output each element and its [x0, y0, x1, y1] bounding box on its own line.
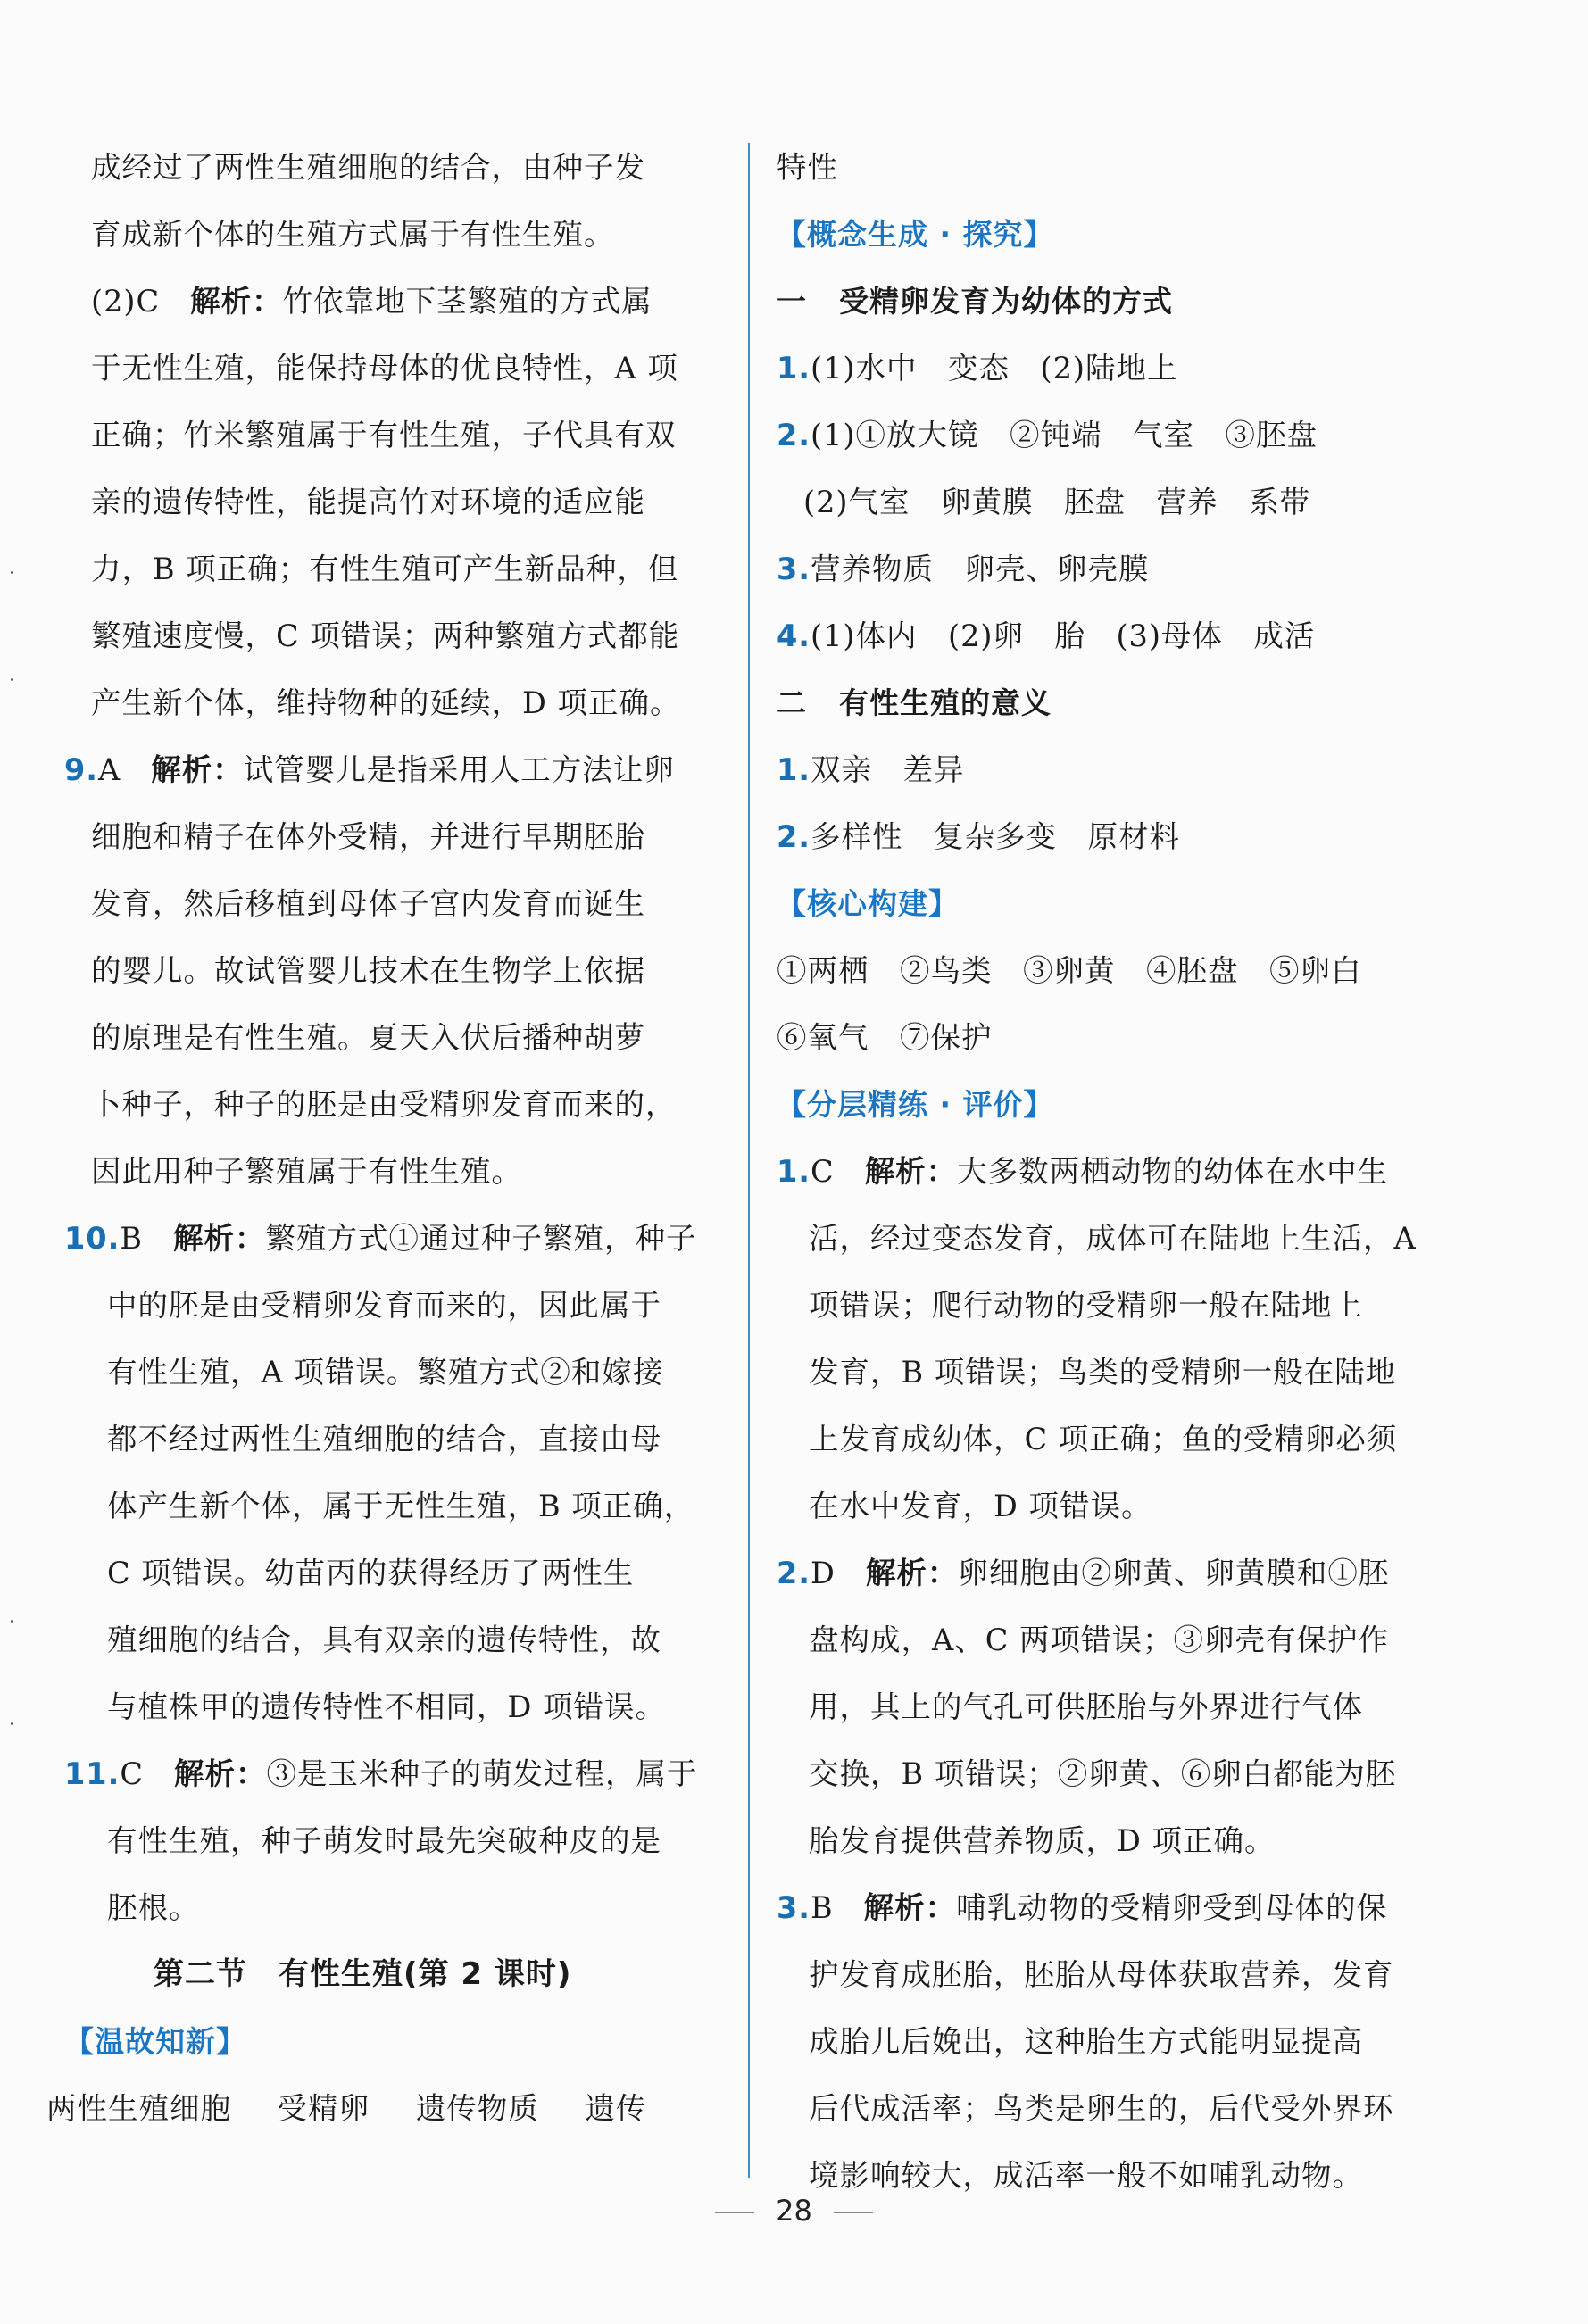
item-text: (1)体内 (2)卵 胎 (3)母体 成活	[811, 618, 1316, 653]
answer-q11	[64, 1740, 720, 1807]
page-footer	[0, 2194, 1588, 2228]
answer-q10	[64, 1205, 720, 1272]
margin-dot	[11, 1620, 13, 1623]
left-column	[46, 134, 720, 2142]
text-line: 繁殖方式①通过种子繁殖，种子	[265, 1221, 697, 1256]
page-number: 28	[776, 2194, 812, 2228]
text-line: 产生新个体，维持物种的延续，D 项正确。	[91, 685, 681, 720]
text-line: 成胎儿后娩出，这种胎生方式能明显提高	[809, 2024, 1363, 2059]
text-line: 项错误；爬行动物的受精卵一般在陆地上	[809, 1288, 1363, 1323]
text-line: 用，其上的气孔可供胚胎与外界进行气体	[809, 1689, 1363, 1724]
answer-choice: D	[811, 1556, 836, 1590]
text-line: 卵细胞由②卵黄、卵黄膜和①胚	[958, 1556, 1390, 1590]
section-heading-2	[777, 669, 1437, 736]
text-line: 发育，B 项错误；鸟类的受精卵一般在陆地	[809, 1355, 1397, 1390]
jiexi-label: 解析：	[865, 1556, 959, 1590]
text-line: ③是玉米种子的萌发过程，属于	[266, 1756, 698, 1791]
item-number: 4.	[777, 618, 811, 653]
text-line: 力，B 项正确；有性生殖可产生新品种，但	[91, 552, 679, 586]
jiexi-label: 解析：	[174, 1756, 267, 1791]
review-term: 两性生殖细胞	[46, 2091, 231, 2126]
text-line: 哺乳动物的受精卵受到母体的保	[956, 1890, 1388, 1925]
list-item	[777, 736, 1437, 803]
jiexi-label: 解析：	[172, 1221, 266, 1256]
text-line: 盘构成，A、C 两项错误；③卵壳有保护作	[809, 1623, 1389, 1657]
text-line: 护发育成胚胎，胚胎从母体获取营养，发育	[809, 1957, 1394, 1992]
text-line: 竹依靠地下茎繁殖的方式属	[282, 284, 653, 319]
text-line: 胚根。	[107, 1890, 200, 1925]
list-item	[777, 602, 1437, 669]
question-number: 2.	[777, 1556, 811, 1590]
jiexi-label: 解析：	[190, 284, 283, 319]
list-item	[777, 535, 1437, 602]
text-line: 活，经过变态发育，成体可在陆地上生活，A	[809, 1221, 1417, 1256]
text-line: 正确；竹米繁殖属于有性生殖，子代具有双	[91, 418, 677, 452]
list-item	[777, 402, 1437, 469]
item-text: (2)气室 卵黄膜 胚盘 营养 系带	[803, 485, 1310, 519]
text-line: 发育，然后移植到母体子宫内发育而诞生	[91, 886, 645, 921]
section-title: 第二节 有性生殖(第 2 课时)	[154, 1956, 572, 1992]
question-number: 1.	[777, 1154, 811, 1189]
text-line: 胎发育提供营养物质，D 项正确。	[809, 1823, 1276, 1858]
tag-practice: 【分层精练 · 评价】	[777, 1087, 1054, 1122]
text-line: 因此用种子繁殖属于有性生殖。	[91, 1154, 522, 1189]
section-number: 二	[777, 685, 807, 720]
answer-p3	[777, 1874, 1437, 1941]
answer-choice: C	[811, 1154, 835, 1189]
text-line: 大多数两栖动物的幼体在水中生	[957, 1154, 1389, 1189]
section-number: 一	[777, 284, 807, 319]
answer-p1	[777, 1138, 1437, 1205]
text-line: 试管婴儿是指采用人工方法让卵	[243, 752, 675, 787]
text-line: 有性生殖，种子萌发时最先突破种皮的是	[107, 1823, 661, 1858]
item-text: (1)水中 变态 (2)陆地上	[811, 351, 1178, 386]
item-text: 营养物质 卵壳、卵壳膜	[811, 552, 1150, 586]
review-term: 遗传	[585, 2091, 647, 2126]
text-line: 境影响较大，成活率一般不如哺乳动物。	[809, 2158, 1363, 2193]
margin-dot	[11, 1722, 13, 1725]
jiexi-label: 解析：	[151, 752, 244, 787]
right-column	[777, 134, 1437, 2209]
text-line: 都不经过两性生殖细胞的结合，直接由母	[107, 1422, 661, 1457]
jiexi-label: 解析：	[864, 1154, 958, 1189]
text-line: C 项错误。幼苗丙的获得经历了两性生	[107, 1556, 635, 1590]
text-line: 特性	[777, 150, 838, 185]
margin-dot	[11, 678, 13, 681]
text-line: 交换，B 项错误；②卵黄、⑥卵白都能为胚	[809, 1756, 1397, 1791]
jiexi-label: 解析：	[863, 1890, 957, 1925]
text-line: 在水中发育，D 项错误。	[809, 1489, 1152, 1523]
text-line: ①两栖 ②鸟类 ③卵黄 ④胚盘 ⑤卵白	[777, 953, 1362, 988]
text-line: 殖细胞的结合，具有双亲的遗传特性，故	[107, 1623, 661, 1657]
answer-q8-2	[64, 268, 720, 335]
item-text: 多样性 复杂多变 原材料	[811, 819, 1181, 854]
text-line: 成经过了两性生殖细胞的结合，由种子发	[91, 150, 645, 185]
answer-choice: B	[120, 1221, 143, 1256]
text-line: 上发育成幼体，C 项正确；鱼的受精卵必须	[809, 1422, 1398, 1457]
footer-rule	[715, 2212, 754, 2213]
tag-core: 【核心构建】	[777, 886, 959, 921]
item-text: 双亲 差异	[811, 752, 965, 787]
list-item	[777, 469, 1437, 535]
text-line: 后代成活率；鸟类是卵生的，后代受外界环	[809, 2091, 1394, 2126]
text-line: 繁殖速度慢，C 项错误；两种繁殖方式都能	[91, 618, 680, 653]
text-line: 中的胚是由受精卵发育而来的，因此属于	[107, 1288, 661, 1323]
column-divider	[748, 143, 750, 2178]
review-terms	[46, 2075, 720, 2142]
text-line: 育成新个体的生殖方式属于有性生殖。	[91, 217, 615, 252]
text-line: 细胞和精子在体外受精，并进行早期胚胎	[91, 819, 645, 854]
text-line: 有性生殖，A 项错误。繁殖方式②和嫁接	[107, 1355, 664, 1390]
text-line: ⑥氧气 ⑦保护	[777, 1020, 993, 1055]
item-number: 2.	[777, 819, 811, 854]
section-heading-1	[777, 268, 1437, 335]
text-line: 卜种子，种子的胚是由受精卵发育而来的，	[91, 1087, 677, 1122]
list-item	[777, 335, 1437, 402]
item-number: 2.	[777, 418, 811, 452]
tag-review: 【温故知新】	[64, 2024, 246, 2059]
item-text: (1)①放大镜 ②钝端 气室 ③胚盘	[811, 418, 1318, 452]
item-number: 1.	[777, 351, 811, 386]
text-line: 亲的遗传特性，能提高竹对环境的适应能	[91, 485, 645, 519]
question-number: 3.	[777, 1890, 811, 1925]
answer-choice: C	[120, 1756, 144, 1791]
answer-q9	[64, 736, 720, 803]
text-line: 体产生新个体，属于无性生殖，B 项正确，	[107, 1489, 695, 1523]
question-number: 10.	[64, 1221, 121, 1256]
section-heading-text: 受精卵发育为幼体的方式	[839, 284, 1173, 319]
text-line: 的原理是有性生殖。夏天入伏后播种胡萝	[91, 1020, 645, 1055]
answer-p2	[777, 1540, 1437, 1606]
answer-choice: B	[811, 1890, 834, 1925]
tag-concept: 【概念生成 · 探究】	[777, 217, 1054, 252]
review-term: 遗传物质	[415, 2091, 539, 2126]
section-heading-text: 有性生殖的意义	[839, 685, 1052, 720]
text-line: 与植株甲的遗传特性不相同，D 项错误。	[107, 1689, 667, 1724]
footer-rule	[834, 2212, 873, 2213]
text-line: 的婴儿。故试管婴儿技术在生物学上依据	[91, 953, 645, 988]
review-term: 受精卵	[277, 2091, 370, 2126]
question-number: 11.	[64, 1756, 121, 1791]
answer-number: (2)C	[91, 284, 161, 319]
margin-dot	[11, 571, 13, 574]
answer-choice: A	[98, 752, 121, 787]
list-item	[777, 803, 1437, 870]
question-number: 9.	[64, 752, 99, 787]
text-line: 于无性生殖，能保持母体的优良特性，A 项	[91, 351, 678, 386]
item-number: 1.	[777, 752, 811, 787]
item-number: 3.	[777, 552, 811, 586]
